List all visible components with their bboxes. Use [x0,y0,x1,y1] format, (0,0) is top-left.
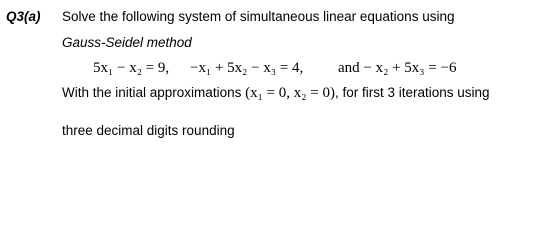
equation-3: and − x₂ + 5x₃ = −6 [338,60,457,76]
initial-approx-prefix: With the initial approximations [62,85,246,100]
equation-2: −x₁ + 5x₂ − x₃ = 4, [190,60,304,76]
question-label: Q3(a) [6,9,41,24]
question-text-line-4 [62,85,490,102]
equation-system [93,60,456,77]
equation-1: 5x₁ − x₂ = 9, [93,60,170,76]
initial-approx-suffix: , for first 3 iterations using [334,85,490,100]
question-text-line-1: Solve the following system of simultaneous linear equations using [62,9,455,24]
question-text-line-5: three decimal digits rounding [62,123,235,138]
initial-approx-values: (x₁ = 0, x₂ = 0) [245,85,335,101]
method-name: Gauss-Seidel method [62,35,192,50]
